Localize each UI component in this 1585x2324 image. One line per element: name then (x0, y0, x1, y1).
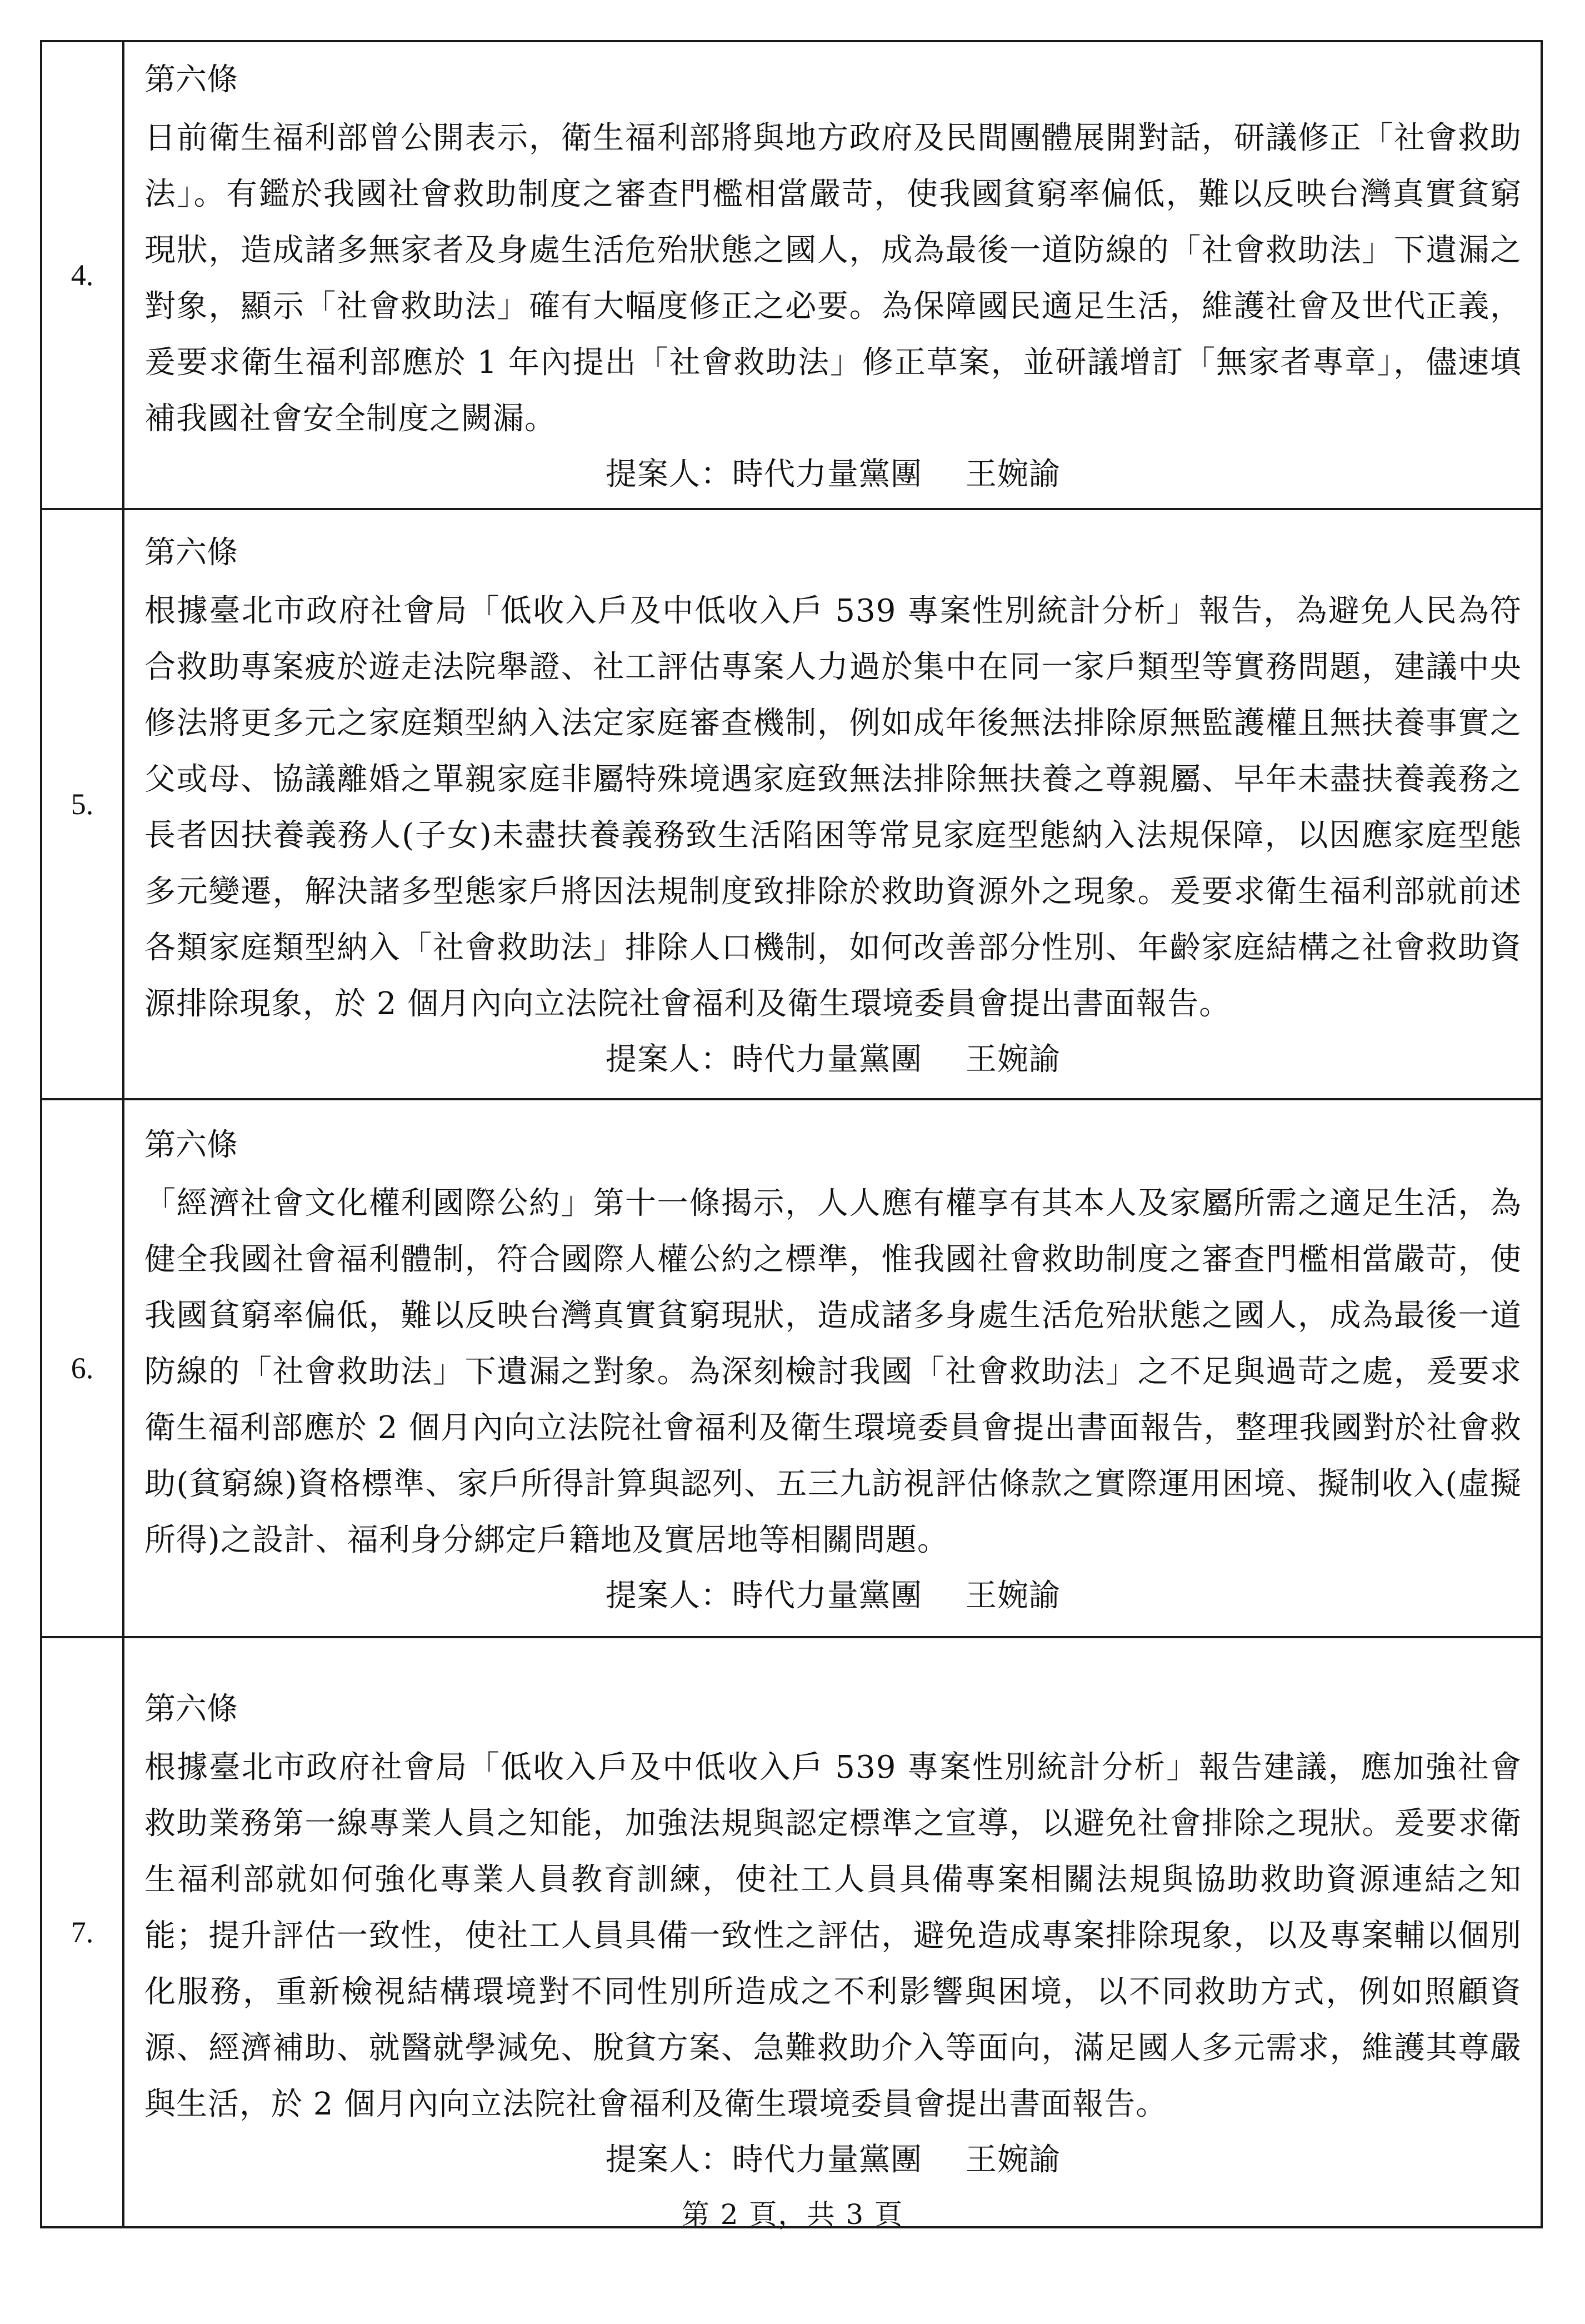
proposer-line (144, 1032, 1522, 1088)
proposer-name: 王婉諭 (966, 1577, 1061, 1614)
proposer-line (144, 2132, 1522, 2188)
article-label: 第六條 (144, 1126, 238, 1163)
proposer-name: 王婉諭 (966, 456, 1061, 492)
motion-content (123, 509, 1542, 1099)
motion-text: 根據臺北市政府社會局「低收入戶及中低收入戶 539 專案性別統計分析」報告，為避免人民為符合救助專案疲於遊走法院舉證、社工評估專案人力過於集中在同一家戶類型等實務問題，建議中央修法將更多元之家庭類型納入法定家庭審查機制，例如成年後無法排除原無監護權且無扶養事實之父或母、協議離婚之單親家庭非屬特殊境遇家庭致無法排除無扶養之尊親屬、早年未盡扶養義務之長者因扶養義務人(子女)未盡扶養義務致生活陷困等常見家庭型態納入法規保障，以因應家庭型態多元變遷，解決諸多型態家戶將因法規制度致排除於救助資源外之現象。爰要求衛生福利部就前述各類家庭類型納入「社會救助法」排除人口機制，如何改善部分性別、年齡家庭結構之社會救助資源排除現象，於 2 個月內向立法院社會福利及衛生環境委員會提出書面報告。 (144, 593, 1522, 1022)
motion-number: 5. (41, 509, 123, 1099)
motion-content (123, 1637, 1542, 2227)
motion-number: 4. (41, 41, 123, 509)
proposer-label: 提案人：時代力量黨團 (606, 1577, 922, 1614)
proposer-line (144, 1568, 1522, 1624)
motion-row-7 (41, 1637, 1542, 2227)
motion-text: 「經濟社會文化權利國際公約」第十一條揭示，人人應有權享有其本人及家屬所需之適足生活，為健全我國社會福利體制，符合國際人權公約之標準，惟我國社會救助制度之審查門檻相當嚴苛，使我國貧窮率偏低，難以反映台灣真實貧窮現狀，造成諸多身處生活危殆狀態之國人，成為最後一道防線的「社會救助法」下遺漏之對象。為深刻檢討我國「社會救助法」之不足與過苛之處，爰要求衛生福利部應於 2 個月內向立法院社會福利及衛生環境委員會提出書面報告，整理我國對於社會救助(貧窮線)資格標準、家戶所得計算與認列、五三九訪視評估條款之實際運用困境、擬制收入(虛擬所得)之設計、福利身分綁定戶籍地及實居地等相關問題。 (144, 1185, 1522, 1558)
proposer-line (144, 447, 1522, 502)
proposer-name: 王婉諭 (966, 2141, 1061, 2178)
proposer-name: 王婉諭 (966, 1041, 1061, 1078)
motion-number: 7. (41, 1637, 123, 2227)
article-label: 第六條 (144, 535, 238, 571)
motion-text: 日前衛生福利部曾公開表示，衛生福利部將與地方政府及民間團體展開對話，研議修正「社會救助法」。有鑑於我國社會救助制度之審查門檻相當嚴苛，使我國貧窮率偏低，難以反映台灣真實貧窮現狀，造成諸多無家者及身處生活危殆狀態之國人，成為最後一道防線的「社會救助法」下遺漏之對象，顯示「社會救助法」確有大幅度修正之必要。為保障國民適足生活，維護社會及世代正義，爰要求衛生福利部應於 1 年內提出「社會救助法」修正草案，並研議增訂「無家者專章」，儘速填補我國社會安全制度之闕漏。 (144, 120, 1522, 437)
proposer-label: 提案人：時代力量黨團 (606, 1041, 922, 1078)
proposer-label: 提案人：時代力量黨團 (606, 456, 922, 492)
motion-number: 6. (41, 1099, 123, 1637)
motion-content (123, 1099, 1542, 1637)
motion-row-4 (41, 41, 1542, 509)
motion-row-5 (41, 509, 1542, 1099)
motion-content (123, 41, 1542, 509)
article-label: 第六條 (144, 62, 238, 98)
page-footer: 第 2 頁，共 3 頁 (681, 2198, 904, 2231)
article-label: 第六條 (144, 1690, 238, 1727)
proposer-label: 提案人：時代力量黨團 (606, 2141, 922, 2178)
motions-table (40, 40, 1543, 2228)
motion-row-6 (41, 1099, 1542, 1637)
motion-text: 根據臺北市政府社會局「低收入戶及中低收入戶 539 專案性別統計分析」報告建議，應加強社會救助業務第一線專業人員之知能，加強法規與認定標準之宣導，以避免社會排除之現狀。爰要求衛生福利部就如何強化專業人員教育訓練，使社工人員具備專案相關法規與協助救助資源連結之知能；提升評估一致性，使社工人員具備一致性之評估，避免造成專案排除現象，以及專案輔以個別化服務，重新檢視結構環境對不同性別所造成之不利影響與困境，以不同救助方式，例如照顧資源、經濟補助、就醫就學減免、脫貧方案、急難救助介入等面向，滿足國人多元需求，維護其尊嚴與生活，於 2 個月內向立法院社會福利及衛生環境委員會提出書面報告。 (144, 1749, 1522, 2122)
